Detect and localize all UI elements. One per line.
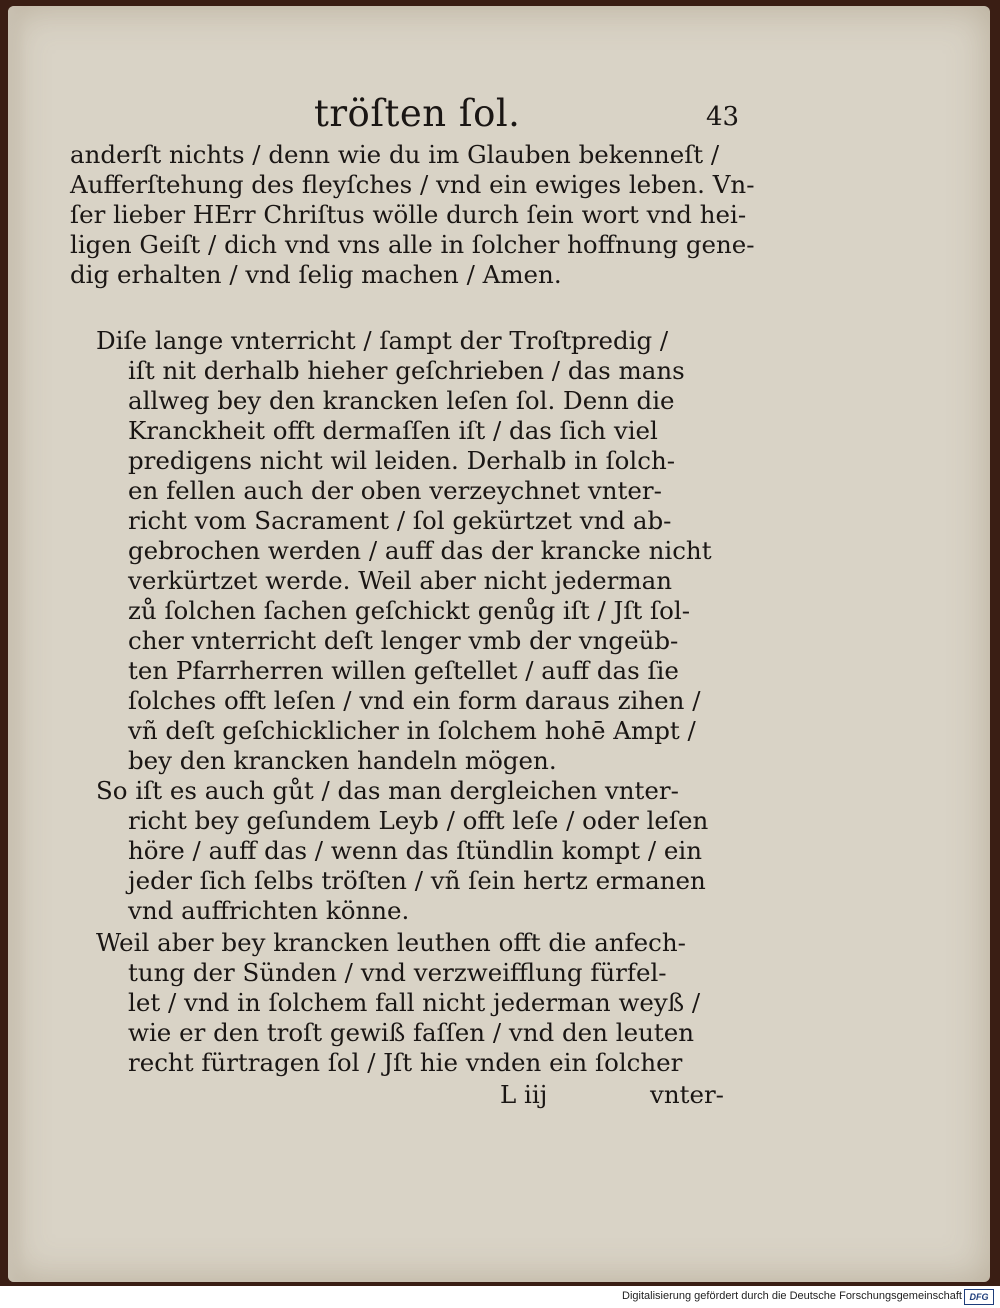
page-gutter-shadow (8, 6, 26, 1282)
text-line: ſolches offt leſen / vnd ein form daraus zihen / (128, 686, 701, 715)
catchword: vnter- (650, 1080, 724, 1109)
text-line: ſer lieber HErr Chriſtus wölle durch ſein wort vnd hei- (70, 200, 747, 229)
text-line: jeder ſich ſelbs tröſten / vñ ſein hertz ermanen (128, 866, 706, 895)
text-line: zů ſolchen ſachen geſchickt genůg iſt / Jſt ſol- (128, 596, 690, 625)
running-head: tröſten ſol. (314, 92, 521, 135)
funding-credit: Digitalisierung gefördert durch die Deutsche Forschungsgemeinschaft (622, 1290, 962, 1302)
text-line: So iſt es auch gůt / das man dergleichen vnter- (96, 776, 679, 805)
text-line: Kranckheit offt dermaſſen iſt / das ſich viel (128, 416, 658, 445)
text-line: recht fürtragen ſol / Jſt hie vnden ein ſolcher (128, 1048, 683, 1077)
page-number: 43 (706, 102, 740, 132)
text-line: Aufferſtehung des fleyſches / vnd ein ewiges leben. Vn- (70, 170, 755, 199)
text-line: bey den krancken handeln mögen. (128, 746, 557, 775)
text-line: ligen Geiſt / dich vnd vns alle in ſolcher hoffnung gene- (70, 230, 755, 259)
signature-mark: L iij (500, 1080, 548, 1109)
text-line: ten Pfarrherren willen geſtellet / auff das ſie (128, 656, 679, 685)
text-line: vnd auffrichten könne. (128, 896, 410, 925)
text-line: iſt nit derhalb hieher geſchrieben / das mans (128, 356, 685, 385)
text-line: cher vnterricht deſt lenger vmb der vngeüb- (128, 626, 679, 655)
text-line: predigens nicht wil leiden. Derhalb in ſolch- (128, 446, 676, 475)
text-line: verkürtzet werde. Weil aber nicht jederman (128, 566, 673, 595)
text-line: anderſt nichts / denn wie du im Glauben bekenneſt / (70, 140, 720, 169)
text-line: en fellen auch der oben verzeychnet vnter- (128, 476, 662, 505)
text-line: let / vnd in ſolchem fall nicht jederman weyß / (128, 988, 701, 1017)
footer-bar (0, 1286, 1000, 1308)
text-line: gebrochen werden / auff das der krancke nicht (128, 536, 712, 565)
dfg-logo: DFG (964, 1289, 994, 1305)
text-line: richt vom Sacrament / ſol gekürtzet vnd ab- (128, 506, 672, 535)
text-line: Weil aber bey krancken leuthen offt die anfech- (96, 928, 686, 957)
text-line: richt bey geſundem Leyb / offt leſe / oder leſen (128, 806, 709, 835)
text-line: tung der Sünden / vnd verzweifflung fürfel- (128, 958, 667, 987)
text-line: höre / auff das / wenn das ſtündlin kompt / ein (128, 836, 703, 865)
text-line: dig erhalten / vnd ſelig machen / Amen. (70, 260, 562, 289)
text-line: Diſe lange vnterricht / ſampt der Troſtpredig / (96, 326, 669, 355)
text-line: wie er den troſt gewiß faſſen / vnd den leuten (128, 1018, 694, 1047)
text-line: allweg bey den krancken leſen ſol. Denn die (128, 386, 675, 415)
text-line: vñ deſt geſchicklicher in ſolchem hohē Ampt / (128, 716, 696, 745)
